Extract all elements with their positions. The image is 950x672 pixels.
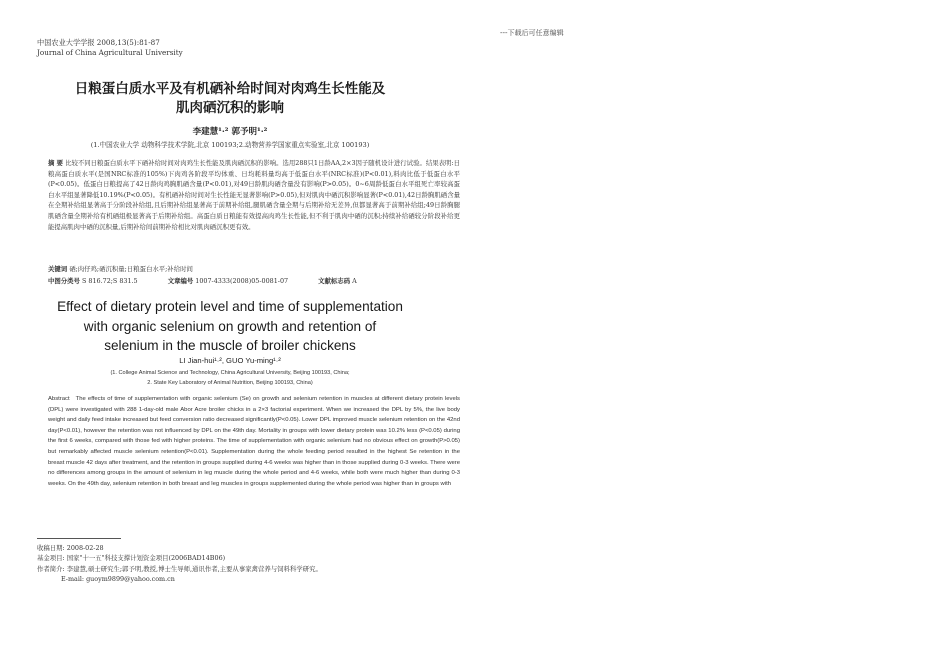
author-email: E-mail: guoym9899@yahoo.com.cn	[61, 575, 175, 584]
journal-header	[37, 38, 183, 58]
chinese-affiliation: (1.中国农业大学 动物科学技术学院,北京 100193;2.动物营养学国家重点实验室,北京 100193)	[90, 141, 370, 149]
english-title-line-2: with organic selenium on growth and retention of	[83, 318, 377, 334]
english-abstract-text: The effects of time of supplementation with organic selenium (Se) on growth and selenium retention in muscles at different dietary protein levels (DPL) were investigated with 288 1-day-old male Abor Acre broiler chicks in a 2×3 factorial experiment. When we increased the DPL by 5%, the live body weight and daily feed intake increased but feed conversion ratio decreased significantly(P<0.05). Lower DPL improved muscle selenium retention on the 42nd day(P<0.01), however the retention was not influenced by DPL on the 49th day. Mortality in groups with lower dietary protein was 10.2% less (P<0.05) during the first 6 weeks, compared with those fed with higher proteins. The time of supplementation with organic selenium had no obvious effect on growth(P>0.05) but remarkably affected muscle selenium retention(P<0.01). Supplementation during the whole feeding period resulted in the highest Se retention in the breast muscle 42 days after treatment, and the retention in groups supplied during 4-6 weeks was higher than in those supplied during 0-3 weeks. There were no differences among groups in the amount of selenium in leg muscle during the whole period and 4-6 weeks, while both were much higher than during 0-3 weeks. On the 49th day, selenium retention in both breast and leg muscles in groups supplemented during the whole period was higher than in groups with	[48, 396, 460, 487]
received-date: 收稿日期: 2008-02-28	[37, 544, 104, 552]
class-number-value: S 816.72;S 831.5	[82, 277, 138, 285]
download-note: ---下载后可任意编辑	[500, 29, 564, 37]
english-title	[0, 297, 460, 356]
english-authors: LI Jian-hui¹·², GUO Yu-ming¹·²	[179, 356, 281, 365]
english-title-line-3: selenium in the muscle of broiler chickens	[104, 338, 356, 353]
english-abstract-label: Abstract	[48, 396, 70, 402]
journal-name-en: Journal of China Agricultural University	[37, 48, 183, 57]
keywords-text: 硒;肉仔鸡;硒沉积量;日粮蛋白水平;补给时间	[69, 265, 193, 273]
author-info: 作者简介: 李建慧,硕士研究生;郭予明,教授,博士生导师,通讯作者,主要从事家禽营养与饲料科学研究。	[37, 564, 322, 573]
chinese-title-line-2: 肌肉硒沉积的影响	[176, 100, 284, 116]
english-affiliation-1: (1. College Animal Science and Technology, China Agricultural University, Beijing 100193, China;	[110, 370, 350, 376]
chinese-abstract-text: 比较不同日粮蛋白质水平下硒补给时间对肉鸡生长性能及肌肉硒沉积的影响。选用288只1日龄AA,2×3因子随机设计进行试验。结果表明:日粮高蛋白质水平(是国NRC标准的105%)下肉鸡各阶段平均体重、日均耗料量均高于低蛋白水平(NRC标准)(P<0.01),料肉比低于低蛋白水平(P<0.05)。低蛋白日粮提高了42日龄肉鸡胸肌硒含量(P<0.01),对49日龄肌肉硒含量没有影响(P>0.05)。0~6周龄低蛋白水平组死亡率较高蛋白水平组显著降低10.19%(P<0.05)。有机硒补给时间对生长性能无显著影响(P>0.05),但对肌肉中硒沉积影响显著(P<0.01),42日龄胸肌硒含量在全期补给组显著高于分阶段补给组,且后期补给组显著高于前期补给组,腿肌硒含量全期与后期补给无差异,但都显著高于前期补给组;49日龄胸腿肌硒含量全期补给有机硒组极显著高于后期补给组。高蛋白质日粮能有效提高肉鸡生长性能,但不利于肌肉中硒的沉积;持续补给硒较分阶段补给更能提高肌肉中硒的沉积量,后期补给间前期补给相比对肌肉硒沉积更有效。	[48, 159, 460, 231]
chinese-keywords	[48, 264, 460, 273]
footnote-divider	[37, 538, 121, 539]
english-affiliations	[0, 369, 460, 388]
classification-line	[48, 276, 385, 285]
document-code-label: 文献标志码	[318, 277, 351, 285]
english-abstract	[48, 394, 460, 489]
english-affiliation-2: 2. State Key Laboratory of Animal Nutrition, Beijing 100193, China)	[147, 379, 313, 386]
footnotes	[37, 543, 322, 585]
journal-citation: 中国农业大学学报 2008,13(5):81-87	[37, 38, 160, 47]
chinese-abstract	[48, 158, 460, 232]
class-number-label: 中图分类号	[48, 277, 80, 285]
article-number-value: 1007-4333(2008)05-0081-07	[195, 277, 289, 285]
chinese-title-line-1: 日粮蛋白质水平及有机硒补给时间对肉鸡生长性能及	[74, 81, 386, 97]
document-code-value: A	[352, 277, 357, 285]
chinese-title	[0, 80, 460, 118]
chinese-authors: 李建慧¹·² 郭予明¹·²	[192, 127, 268, 137]
english-title-line-1: Effect of dietary protein level and time of supplementation	[57, 299, 403, 314]
keywords-label: 关键词	[48, 265, 68, 273]
article-number-label: 文章编号	[167, 277, 194, 285]
funding-info: 基金项目: 国家"十一五"科技支撑计划资金项目(2006BAD14B06)	[37, 554, 226, 563]
chinese-abstract-label: 摘 要	[48, 159, 64, 167]
